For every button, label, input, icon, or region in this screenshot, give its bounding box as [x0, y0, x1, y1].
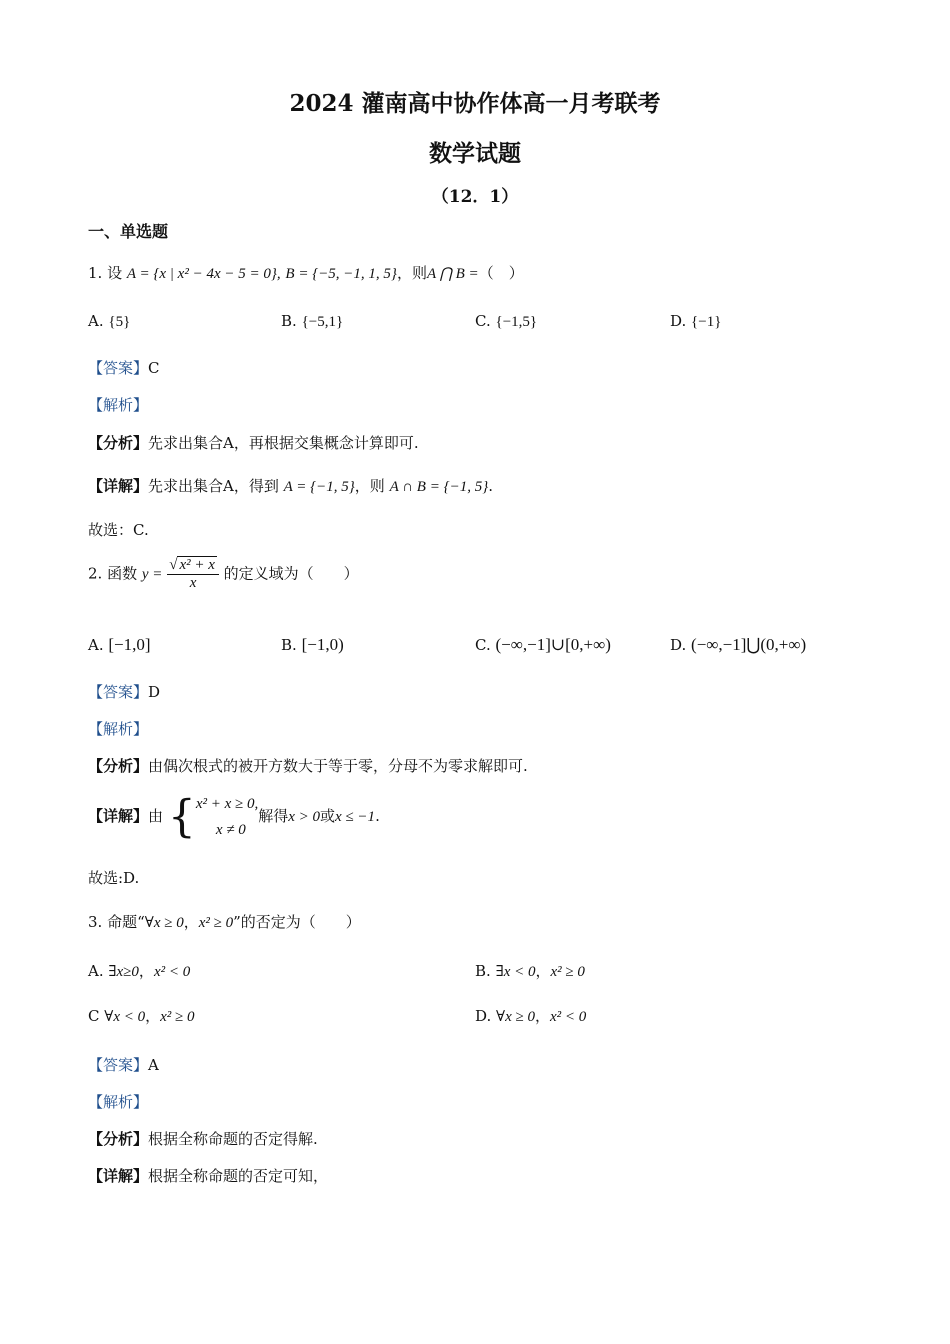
option-value: (−∞,−1]∪[0,+∞): [495, 635, 611, 654]
detail-label: 【详解】: [88, 807, 149, 825]
analysis-tag: 【解析】: [88, 720, 149, 738]
analysis-tag: 【解析】: [88, 396, 149, 414]
option-math: ∃x≥0: [108, 964, 139, 980]
analysis-line: [88, 755, 528, 776]
option-b[interactable]: B. ∃x < 0，x² ≥ 0: [475, 962, 585, 980]
answer-line: [88, 357, 160, 378]
option-label: C.: [475, 312, 491, 330]
detail-math: x > 0: [288, 809, 321, 825]
detail-text: .: [375, 807, 380, 825]
option-value: [−1,0): [301, 635, 344, 654]
stem-text: ，则: [396, 264, 427, 282]
stem-text: 函数: [107, 564, 138, 583]
sqrt-sign: √: [169, 557, 178, 573]
option-label: D.: [475, 1007, 492, 1025]
option-label: D.: [670, 636, 687, 654]
option-c[interactable]: C ∀x < 0，x² ≥ 0: [88, 1007, 195, 1025]
analysis-label: 【分析】: [88, 434, 149, 452]
option-value: {−5,1}: [301, 314, 344, 330]
detail-math: A ∩ B = {−1, 5}: [389, 479, 489, 495]
question-ask: A ⋂ B =: [426, 266, 479, 282]
option-math: ∀x ≥ 0: [496, 1009, 535, 1025]
option-c[interactable]: [475, 312, 537, 331]
question-2-stem: [88, 557, 359, 592]
analysis-text: 先求出集合A，再根据交集概念计算即可.: [148, 434, 419, 452]
option-d[interactable]: D. ∀x ≥ 0，x² < 0: [475, 1007, 587, 1025]
stem-text: 的定义域为（ ）: [223, 564, 359, 583]
detail-math: x ≤ −1: [335, 809, 376, 825]
stem-text: ”的否定为（ ）: [233, 913, 361, 931]
detail-label: 【详解】: [88, 1167, 149, 1185]
equation-system: [196, 791, 258, 843]
option-a[interactable]: [88, 635, 151, 655]
question-number: 3.: [88, 913, 103, 931]
analysis-label: 【分析】: [88, 1130, 149, 1148]
option-b[interactable]: [281, 312, 343, 331]
detail-line: [88, 791, 380, 843]
stem-text: ，: [183, 913, 199, 931]
analysis-text: 由偶次根式的被开方数大于等于零，分母不为零求解即可.: [148, 757, 528, 775]
detail-label: 【详解】: [88, 477, 149, 495]
option-a[interactable]: [88, 312, 130, 331]
answer-line: [88, 1054, 159, 1075]
system-row: x ≠ 0: [215, 822, 246, 838]
choice-line: 故选:D.: [88, 869, 140, 887]
option-label: A.: [88, 962, 104, 980]
detail-line: [88, 1165, 328, 1186]
set-b: B = {−5, −1, 1, 5}: [285, 266, 397, 282]
system-row: x² + x ≥ 0,: [195, 796, 259, 812]
answer-line: [88, 681, 160, 702]
detail-text: 或: [320, 807, 336, 825]
option-value: (−∞,−1]⋃(0,+∞): [691, 635, 807, 654]
option-label: B.: [281, 636, 297, 654]
answer-tag: 【答案】: [88, 683, 149, 701]
detail-text: ，则: [354, 477, 385, 495]
answer-paren: （ ）: [478, 264, 524, 282]
option-d[interactable]: [670, 312, 721, 331]
stem-text: 命题“: [107, 913, 145, 931]
option-label: C.: [475, 636, 491, 654]
question-3-stem: [88, 911, 361, 932]
detail-text: 根据全称命题的否定可知，: [148, 1167, 329, 1185]
separator: ,: [276, 266, 281, 282]
fraction-denominator: x: [189, 575, 197, 591]
answer-value: D: [148, 683, 161, 701]
option-value: {−1}: [691, 314, 722, 330]
detail-text: 解得: [258, 807, 289, 825]
option-label: D.: [670, 312, 687, 330]
choice-line: 故选：C.: [88, 521, 149, 539]
analysis-line: [88, 1128, 318, 1149]
option-b[interactable]: [281, 635, 344, 655]
question-number: 1.: [88, 264, 103, 282]
document-date: （12．1）: [431, 187, 519, 207]
answer-value: C: [148, 359, 160, 377]
answer-tag: 【答案】: [88, 1056, 149, 1074]
option-math: x² < 0: [550, 1009, 587, 1025]
option-math: x² < 0: [153, 964, 191, 980]
analysis-label: 【分析】: [88, 757, 149, 775]
section-title: 一、单选题: [88, 222, 169, 241]
analysis-line: [88, 432, 419, 453]
option-label: B.: [281, 312, 297, 330]
stem-text: 设: [107, 264, 123, 282]
detail-text: 先求出集合A，得到: [148, 477, 279, 495]
function-fraction: [167, 557, 219, 592]
fraction-numerator: x² + x: [179, 557, 215, 573]
detail-math: A = {−1, 5}: [283, 479, 355, 495]
analysis-tag: 【解析】: [88, 1093, 149, 1111]
function-lhs: y =: [141, 566, 163, 583]
set-a: A = {x | x² − 4x − 5 = 0}: [126, 266, 277, 282]
question-number: 2.: [88, 564, 103, 583]
analysis-text: 根据全称命题的否定得解.: [148, 1130, 318, 1148]
option-c[interactable]: [475, 635, 611, 655]
option-a[interactable]: A. ∃x≥0，x² < 0: [88, 962, 191, 980]
stem-math: ∀x ≥ 0: [144, 915, 184, 931]
stem-math: x² ≥ 0: [198, 915, 234, 931]
system-brace: {: [167, 791, 196, 843]
option-d[interactable]: [670, 635, 806, 655]
option-value: [−1,0]: [108, 635, 151, 654]
option-math: x² ≥ 0: [550, 964, 585, 980]
detail-text: 由: [148, 807, 164, 825]
option-value: {5}: [108, 314, 131, 330]
question-1-stem: [88, 262, 524, 283]
option-math: x² ≥ 0: [160, 1009, 195, 1025]
option-math: ∀x < 0: [104, 1009, 146, 1025]
option-label: C: [88, 1007, 100, 1025]
option-math: ∃x < 0: [495, 964, 536, 980]
option-label: B.: [475, 962, 491, 980]
option-label: A.: [88, 312, 104, 330]
answer-value: A: [148, 1056, 159, 1074]
answer-tag: 【答案】: [88, 359, 149, 377]
detail-line: [88, 475, 493, 496]
document-title: 2024 灌南高中协作体高一月考联考: [289, 90, 661, 117]
detail-text: .: [488, 477, 493, 495]
option-value: {−1,5}: [495, 314, 538, 330]
document-subject: 数学试题: [429, 140, 521, 167]
option-label: A.: [88, 636, 104, 654]
